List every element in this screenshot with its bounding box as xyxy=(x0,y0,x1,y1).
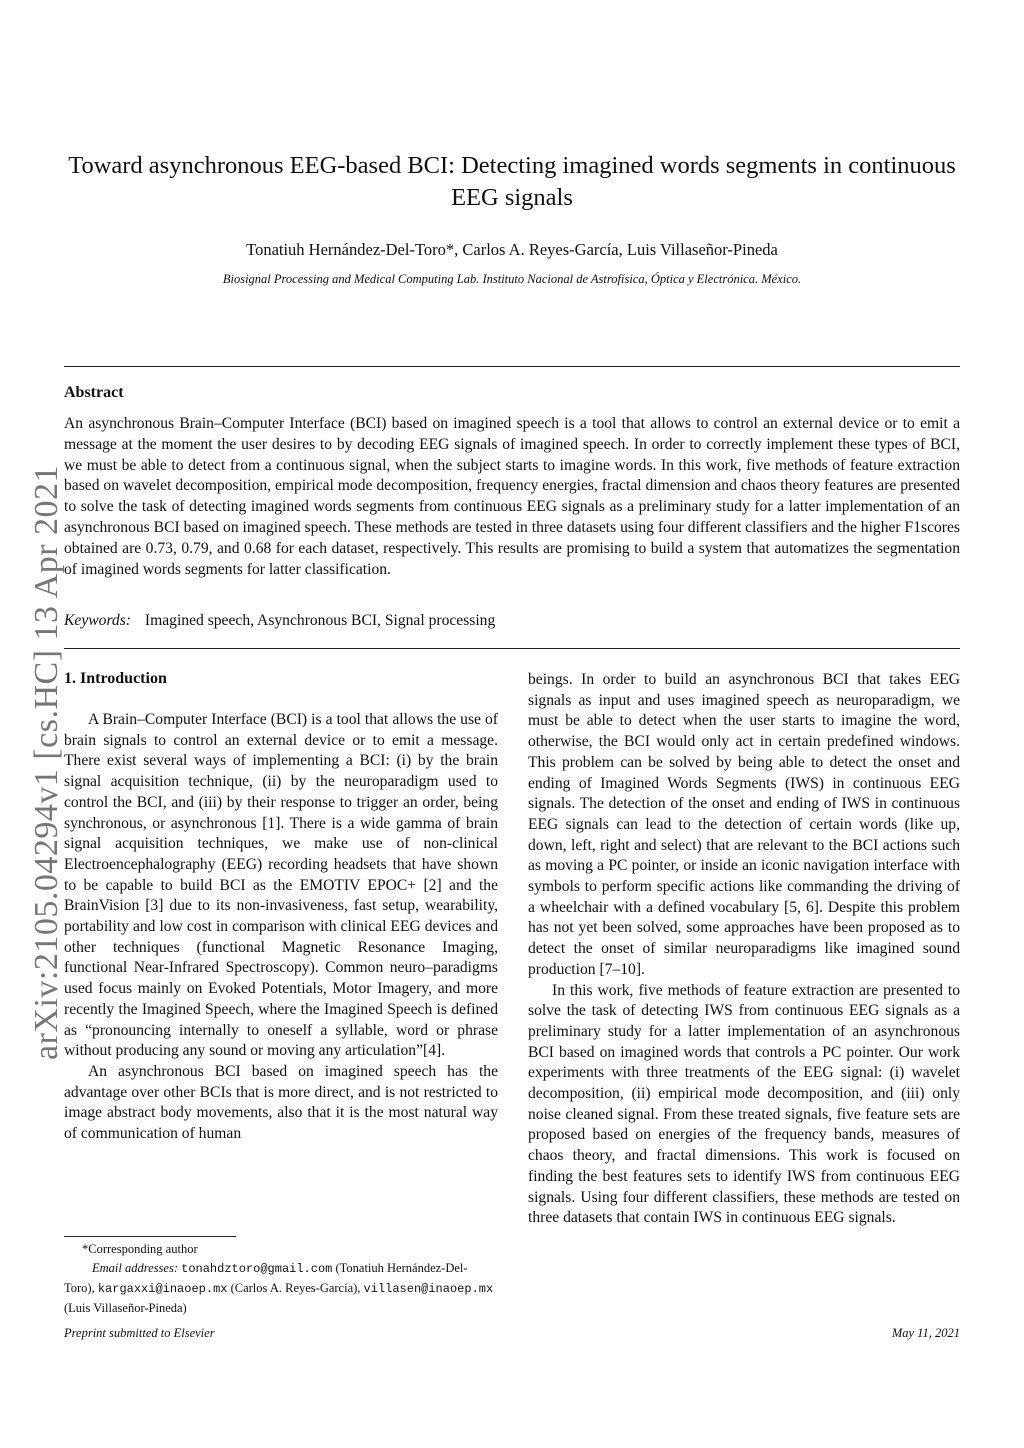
left-column xyxy=(64,710,498,1145)
footnote xyxy=(64,1240,498,1318)
abstract-text: An asynchronous Brain–Computer Interface (BCI) based on imagined speech is a tool that allows to control an external device or to emit a message at the moment the user desires to by decoding EEG signals of imagined speech. In order to correctly implement these types of BCI, we must be able to detect from a continuous signal, when the subject starts to imagine words. In this work, five methods of feature extraction based on wavelet decomposition, empirical mode decomposition, frequency energies, fractal dimension and chaos theory features are presented to solve the task of detecting imagined words segments from continuous EEG signals as a preliminary study for a latter implementation of an asynchronous BCI based on imagined speech. These methods are tested in three datasets using four different classifiers and the higher F1scores obtained are 0.73, 0.79, and 0.68 for each dataset, respectively. This results are promising to build a system that automatizes the segmentation of imagined words segments for latter classification. xyxy=(64,415,960,578)
intro-paragraph-4: In this work, five methods of feature extraction are presented to solve the task of detecting IWS from continuous EEG signals as a preliminary study for a latter implementation of an asynchronous BCI based on imagined words that controls a PC pointer. Our work experiments with three treatments of the EEG signal: (i) wavelet decomposition, (ii) empirical mode decomposition, and (iii) only noise cleaned signal. From these treated signals, five feature sets are proposed based on energies of the frequency bands, measures of chaos theory, and fractal dimensions. This work is focused on finding the best features sets to identify IWS from continuous EEG signals. Using four different classifiers, these methods are tested on three datasets that contain IWS in continuous EEG signals. xyxy=(528,981,960,1227)
paper-title: Toward asynchronous EEG-based BCI: Detecting imagined words segments in continuous EEG signals xyxy=(68,152,956,211)
email-link-3[interactable]: villasen@inaoep.mx xyxy=(363,1282,494,1296)
keywords-text: Imagined speech, Asynchronous BCI, Signal processing xyxy=(144,612,496,629)
intro-paragraph-1: A Brain–Computer Interface (BCI) is a tool that allows the use of brain signals to control an external device or to emit a message. There exist several ways of implementing a BCI: (i) by the brain signal acquisition technique, (ii) by the neuroparadigm used to control the BCI, and (iii) by their response to trigger an order, being synchronous, or asynchronous [1]. There is a wide gamma of brain signal acquisition techniques, we make use of non-clinical Electroencephalography (EEG) recording headsets that have shown to be capable to build BCI as the EMOTIV EPOC+ [2] and the BrainVision [3] due to its non-invasiveness, fast setup, wearability, portability and low cost in comparison with clinical EEG devices and other techniques (functional Magnetic Resonance Imaging, functional Near-Infrared Spectroscopy). Common neuro–paradigms used focus mainly on Evoked Potentials, Motor Imagery, and more recently the Imagined Speech, where the Imagined Speech is defined as “pronouncing internally to oneself a syllable, word or phrase without producing any sound or moving any articulation”[4]. xyxy=(64,711,498,1060)
affiliation: Biosignal Processing and Medical Computing Lab. Instituto Nacional de Astrofísica, Óptica y Electrónica. México. xyxy=(222,272,802,286)
section-heading-introduction: 1. Introduction xyxy=(64,670,167,687)
corresponding-author-note: *Corresponding author xyxy=(82,1242,198,1256)
keywords-label: Keywords: xyxy=(64,612,131,629)
top-divider xyxy=(64,366,960,367)
email-owner-1: (Tonatiuh Hernández-Del-Toro), xyxy=(64,1261,468,1295)
email-owner-2: (Carlos A. Reyes-García), xyxy=(230,1281,361,1295)
footer-date: May 11, 2021 xyxy=(891,1326,960,1340)
arxiv-side-stamp: arXiv:2105.04294v1 [cs.HC] 13 Apr 2021 xyxy=(28,464,65,1060)
author-list: Tonatiuh Hernández-Del-Toro*, Carlos A. Reyes-García, Luis Villaseñor-Pineda xyxy=(246,240,778,259)
right-column xyxy=(528,670,960,1229)
abstract-divider xyxy=(64,648,960,649)
footnote-divider xyxy=(64,1236,236,1237)
email-label: Email addresses: xyxy=(92,1261,178,1275)
footer-preprint-note: Preprint submitted to Elsevier xyxy=(64,1326,215,1340)
email-link-2[interactable]: kargaxxi@inaoep.mx xyxy=(97,1282,228,1296)
intro-paragraph-2: An asynchronous BCI based on imagined speech has the advantage over other BCIs that is more direct, and is not restricted to image abstract body movements, also that it is the most natural way of communication of human xyxy=(64,1062,498,1143)
email-link-1[interactable]: tonahdztoro@gmail.com xyxy=(181,1262,333,1276)
intro-paragraph-3: beings. In order to build an asynchronous BCI that takes EEG signals as input and uses imagined speech as neuroparadigm, we must be able to detect when the user starts to imagine the word, otherwise, the BCI would only act in certain predefined windows. This problem can be solved by being able to detect the onset and ending of Imagined Words Segments (IWS) in continuous EEG signals. The detection of the onset and ending of IWS in continuous EEG signals can lead to the detection of certain words (like up, down, left, right and select) that are relevant to the BCI actions such as moving a PC pointer, or inside an iconic navigation interface with symbols to perform specific actions like commanding the driving of a wheelchair with a defined vocabulary [5, 6]. Despite this problem has not yet been solved, some approaches have been proposed as to detect the onset of similar neuroparadigms like imagined sound production [7–10]. xyxy=(528,671,960,978)
keywords xyxy=(64,612,960,630)
email-owner-3: (Luis Villaseñor-Pineda) xyxy=(64,1301,187,1315)
abstract-heading: Abstract xyxy=(64,384,124,401)
